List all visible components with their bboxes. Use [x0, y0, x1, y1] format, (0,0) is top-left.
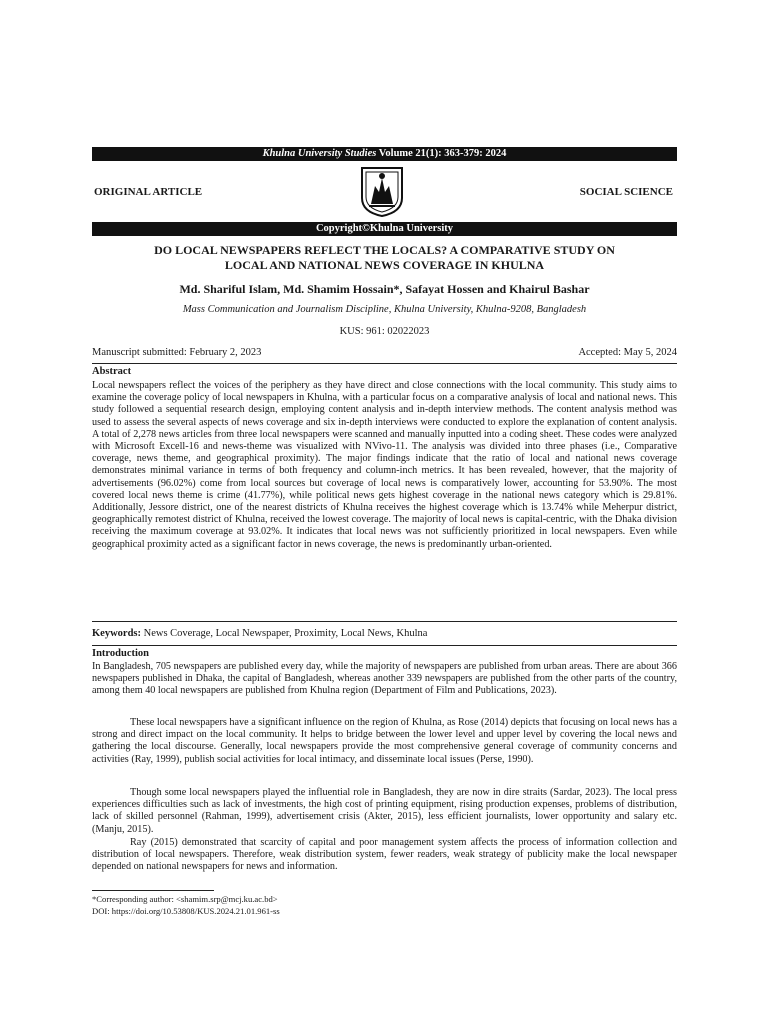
- divider-abstract: [92, 621, 677, 622]
- corresponding-author: *Corresponding author: <shamim.srp@mcj.ku.ac.bd>: [92, 894, 278, 904]
- affiliation: Mass Communication and Journalism Discipline, Khulna University, Khulna-9208, Bangladesh: [182, 304, 587, 315]
- keywords-text: News Coverage, Local Newspaper, Proximity, Local News, Khulna: [141, 628, 428, 639]
- subject-label: SOCIAL SCIENCE: [579, 186, 673, 198]
- introduction-heading: Introduction: [92, 648, 149, 659]
- divider-top: [92, 363, 677, 364]
- title-line-2: LOCAL AND NATIONAL NEWS COVERAGE IN KHULNA: [224, 258, 545, 272]
- university-logo: [357, 164, 407, 218]
- kus-number: KUS: 961: 02022023: [339, 326, 430, 337]
- intro-paragraph-3: Though some local newspapers played the influential role in Bangladesh, they are now in dire straits (Sardar, 2023). The local press experiences difficulties such as lack of investments, the high cost of printing equipment, rising production expenses, problems of distribution, lack of skilled personnel (Rahman, 1999), advertisement crisis (Akter, 2015), less efficient journalists, lower opportunity and salary etc. (Manju, 2015).: [92, 787, 677, 835]
- abstract-text: Local newspapers reflect the voices of the periphery as they have direct and close connections with the local community. This study aims to examine the coverage policy of local newspapers in Khulna, with a particular focus on a comparative analysis of local and national news. This study followed a sequential research design, employing content analysis and in-depth interview methods. The content analysis method was used to assess the several aspects of news coverage and six in-depth interviews were conducted to explore the explanation of content analysis. A total of 2,278 news articles from three local newspapers were scanned and manually inputted into a coding sheet. These codes were analyzed with Microsoft Excell-16 and news-theme was visualized with NVivo-11. The analysis was divided into three phases (i.e., Comparative coverage, news theme, and geographical proximity). The major findings indicate that the ratio of local and national news coverage demonstrates minimal variance in terms of both frequency and column-inch metrics. It has been revealed, however, that the majority of advertisements (96.02%) come from local sources but coverage of local news is comparatively lower, accounting for 53.90%. The most covered local news theme is crime (41.77%), while political news gets highest coverage in the national news category which is 29.81%. Additionally, Jessore district, one of the nearest districts of Khulna receives the highest coverage which is 13.74% while Meherpur district, geographically remotest district of Khulna, received the lowest coverage. The majority of local news is capital-centric, with the Dhaka division receiving the maximum coverage at 93.02%. It indicates that local news was not sufficiently prioritized in local newspapers. Even while geographical proximity acted as a significant factor in news coverage, the news is predominantly urban-oriented.: [92, 380, 677, 550]
- paper-title: [92, 243, 677, 273]
- intro-paragraph-2: These local newspapers have a significant influence on the region of Khulna, as Rose (2014) depicts that focusing on local news has a strong and direct impact on the local community. It helps to bridge between the lower level and upper level by covering the local news and gathering the local discourse. Generally, local newspapers provide the most comprehensive general coverage of community concerns and activities (Ray, 1999), publish social activities for local intimacy, and disseminate local issues (Perse, 1990).: [92, 717, 677, 765]
- divider-keywords: [92, 645, 677, 646]
- keywords: [92, 628, 677, 639]
- journal-name: Khulna University Studies: [262, 148, 377, 159]
- manuscript-dates: [92, 347, 677, 358]
- intro-paragraph-4: Ray (2015) demonstrated that scarcity of capital and poor management system affects the process of information collection and distribution of local newspapers. Therefore, weak distribution system, fewer readers, weak strategy of publicity make the local newspaper depended on national newspapers for news and information.: [92, 837, 677, 873]
- accepted-date: Accepted: May 5, 2024: [578, 347, 677, 358]
- intro-paragraph-1: In Bangladesh, 705 newspapers are published every day, while the majority of newspapers are published from urban areas. There are about 366 newspapers published in Dhaka, the capital of Bangladesh, whereas another 339 newspapers are published from the other parts of the country, among them 40 local newspapers are published from Khulna region (Department of Film and Publications, 2023).: [92, 661, 677, 697]
- article-type-label: ORIGINAL ARTICLE: [94, 186, 203, 198]
- journal-volume: Volume 21(1): 363-379: 2024: [376, 148, 507, 159]
- submitted-date: Manuscript submitted: February 2, 2023: [92, 347, 262, 358]
- copyright-bar: Copyright©Khulna University: [92, 222, 677, 236]
- abstract-heading: Abstract: [92, 366, 132, 377]
- title-line-1: DO LOCAL NEWSPAPERS REFLECT THE LOCALS? A COMPARATIVE STUDY ON: [154, 243, 615, 257]
- journal-header-bar: [92, 147, 677, 161]
- doi-link[interactable]: DOI: https://doi.org/10.53808/KUS.2024.21.01.961-ss: [92, 906, 280, 916]
- keywords-label: Keywords:: [92, 628, 141, 639]
- footnote-divider: [92, 890, 214, 891]
- authors: Md. Shariful Islam, Md. Shamim Hossain*, Safayat Hossen and Khairul Bashar: [179, 282, 590, 296]
